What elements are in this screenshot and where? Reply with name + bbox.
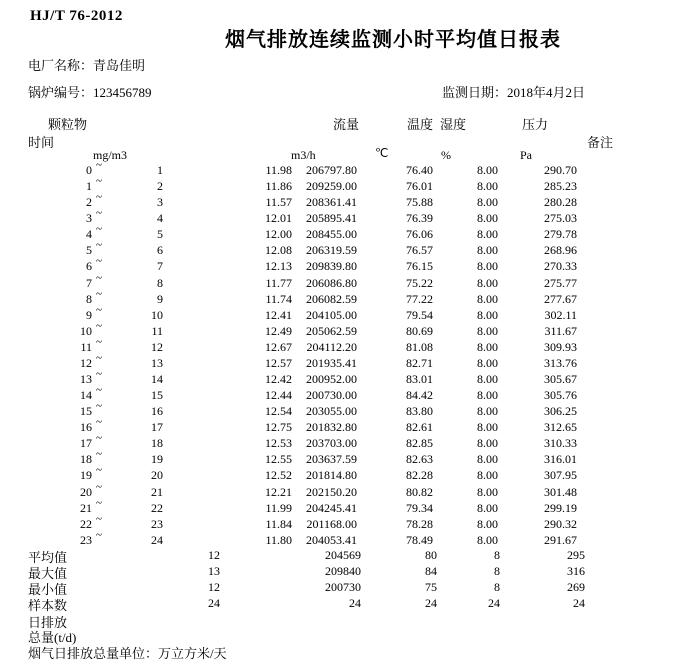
cell-pm: 11.74 — [265, 291, 292, 306]
cell-humidity: 8.00 — [477, 259, 498, 274]
tilde-separator: ~ — [96, 528, 102, 541]
cell-hour-start: 18 — [80, 452, 92, 467]
table-header-pm: 颗粒物 — [48, 117, 88, 132]
cell-temp: 80.69 — [406, 323, 433, 338]
summary-value: 24 — [488, 596, 500, 611]
standard-number: HJ/T 76-2012 — [30, 8, 123, 24]
cell-flow: 201168.00 — [306, 516, 357, 531]
cell-pm: 11.80 — [265, 532, 292, 547]
table-header-pressure: 压力 — [522, 117, 549, 132]
cell-flow: 204053.41 — [306, 532, 357, 547]
tilde-separator: ~ — [96, 191, 102, 204]
cell-temp: 84.42 — [406, 388, 433, 403]
tilde-separator: ~ — [96, 239, 102, 252]
cell-hour-end: 6 — [157, 243, 163, 258]
summary-value: 295 — [567, 548, 585, 562]
summary-row — [0, 563, 684, 582]
cell-hour-end: 12 — [151, 339, 163, 354]
cell-pm: 12.67 — [265, 339, 292, 354]
cell-hour-end: 10 — [151, 307, 163, 322]
summary-value: 24 — [573, 596, 585, 611]
cell-pressure: 290.32 — [544, 516, 577, 531]
cell-hour-end: 14 — [151, 372, 163, 387]
daily-emission-label-line1: 日排放 — [28, 615, 68, 630]
cell-hour-start: 4 — [86, 227, 92, 242]
cell-pressure: 316.01 — [544, 452, 577, 467]
summary-row — [0, 579, 684, 598]
cell-flow: 206082.59 — [306, 291, 357, 306]
tilde-separator: ~ — [96, 432, 102, 445]
cell-temp: 75.22 — [406, 275, 433, 290]
boiler-number-value: 123456789 — [93, 85, 152, 100]
tilde-separator: ~ — [96, 335, 102, 348]
unit-flow: m3/h — [291, 148, 316, 162]
tilde-separator: ~ — [96, 303, 102, 316]
cell-temp: 76.15 — [406, 259, 433, 274]
monitor-date-line — [442, 82, 585, 101]
cell-pm: 12.42 — [265, 372, 292, 387]
table-header-temp: 温度 — [407, 117, 434, 132]
cell-pressure: 277.67 — [544, 291, 577, 306]
cell-pm: 11.99 — [265, 500, 292, 515]
cell-temp: 82.85 — [406, 436, 433, 451]
cell-flow: 204105.00 — [306, 307, 357, 322]
tilde-separator: ~ — [96, 400, 102, 413]
cell-pm: 12.21 — [265, 484, 292, 499]
summary-value: 13 — [208, 564, 220, 579]
summary-value: 84 — [425, 564, 437, 579]
monitor-date-value: 2018年4月2日 — [507, 85, 586, 100]
cell-flow: 204112.20 — [306, 339, 357, 354]
cell-flow: 203055.00 — [306, 404, 357, 419]
cell-hour-start: 10 — [80, 323, 92, 338]
cell-hour-start: 20 — [80, 484, 92, 499]
cell-flow: 209839.80 — [306, 259, 357, 274]
cell-temp: 80.82 — [406, 484, 433, 499]
cell-hour-end: 13 — [151, 355, 163, 370]
cell-hour-start: 8 — [86, 291, 92, 306]
boiler-number-line — [28, 82, 152, 101]
cell-pm: 12.49 — [265, 323, 292, 338]
cell-flow: 206086.80 — [306, 275, 357, 290]
summary-value: 209840 — [325, 564, 361, 579]
cell-hour-start: 5 — [86, 243, 92, 258]
cell-temp: 79.54 — [406, 307, 433, 322]
report-title: 烟气排放连续监测小时平均值日报表 — [225, 29, 561, 51]
cell-hour-end: 5 — [157, 227, 163, 242]
cell-hour-end: 16 — [151, 404, 163, 419]
cell-humidity: 8.00 — [477, 211, 498, 226]
tilde-separator: ~ — [96, 448, 102, 461]
cell-flow: 206319.59 — [306, 243, 357, 258]
cell-flow: 201832.80 — [306, 420, 357, 435]
cell-pm: 12.57 — [265, 355, 292, 370]
cell-hour-end: 17 — [151, 420, 163, 435]
cell-hour-end: 4 — [157, 211, 163, 226]
cell-hour-start: 9 — [86, 307, 92, 322]
cell-hour-end: 11 — [151, 323, 163, 338]
cell-pm: 12.01 — [265, 211, 292, 226]
cell-pressure: 280.28 — [544, 195, 577, 210]
cell-hour-start: 1 — [86, 179, 92, 194]
cell-pressure: 302.11 — [544, 307, 577, 322]
cell-pm: 11.77 — [265, 275, 292, 290]
cell-humidity: 8.00 — [477, 275, 498, 290]
cell-hour-start: 19 — [80, 468, 92, 483]
cell-hour-start: 3 — [86, 211, 92, 226]
cell-pressure: 290.70 — [544, 163, 577, 177]
cell-hour-start: 12 — [80, 355, 92, 370]
cell-hour-end: 7 — [157, 259, 163, 274]
cell-temp: 76.01 — [406, 179, 433, 194]
cell-hour-start: 15 — [80, 404, 92, 419]
cell-flow: 205062.59 — [306, 323, 357, 338]
tilde-separator: ~ — [96, 319, 102, 332]
cell-pressure: 291.67 — [544, 532, 577, 547]
tilde-separator: ~ — [96, 416, 102, 429]
tilde-separator: ~ — [96, 480, 102, 493]
cell-pressure: 311.67 — [544, 323, 577, 338]
tilde-separator: ~ — [96, 512, 102, 525]
cell-pm: 12.08 — [265, 243, 292, 258]
cell-temp: 83.80 — [406, 404, 433, 419]
cell-pressure: 279.78 — [544, 227, 577, 242]
cell-pm: 11.86 — [265, 179, 292, 194]
cell-hour-end: 3 — [157, 195, 163, 210]
cell-flow: 208455.00 — [306, 227, 357, 242]
summary-value: 204569 — [325, 548, 361, 562]
cell-pressure: 313.76 — [544, 355, 577, 370]
cell-pressure: 275.03 — [544, 211, 577, 226]
cell-temp: 76.06 — [406, 227, 433, 242]
data-rows — [0, 159, 684, 549]
summary-value: 8 — [494, 564, 500, 579]
cell-flow: 203703.00 — [306, 436, 357, 451]
cell-flow: 202150.20 — [306, 484, 357, 499]
cell-humidity: 8.00 — [477, 179, 498, 194]
cell-humidity: 8.00 — [477, 452, 498, 467]
cell-hour-start: 21 — [80, 500, 92, 515]
cell-temp: 82.71 — [406, 355, 433, 370]
cell-flow: 200952.00 — [306, 372, 357, 387]
cell-hour-end: 21 — [151, 484, 163, 499]
cell-humidity: 8.00 — [477, 307, 498, 322]
cell-temp: 82.28 — [406, 468, 433, 483]
cell-flow: 201814.80 — [306, 468, 357, 483]
summary-value: 200730 — [325, 580, 361, 595]
cell-pm: 12.44 — [265, 388, 292, 403]
cell-pressure: 305.67 — [544, 372, 577, 387]
cell-flow: 206797.80 — [306, 163, 357, 177]
cell-hour-start: 23 — [80, 532, 92, 547]
tilde-separator: ~ — [96, 175, 102, 188]
daily-emission-label-line2: 总量(t/d) — [28, 630, 77, 645]
cell-pressure: 299.19 — [544, 500, 577, 515]
cell-hour-end: 23 — [151, 516, 163, 531]
cell-hour-start: 13 — [80, 372, 92, 387]
cell-hour-start: 17 — [80, 436, 92, 451]
cell-pressure: 305.76 — [544, 388, 577, 403]
plant-name-value: 青岛佳明 — [93, 58, 146, 73]
unit-temp: ℃ — [375, 146, 389, 160]
tilde-separator: ~ — [96, 351, 102, 364]
cell-humidity: 8.00 — [477, 436, 498, 451]
cell-temp: 76.57 — [406, 243, 433, 258]
cell-hour-end: 18 — [151, 436, 163, 451]
cell-pm: 12.52 — [265, 468, 292, 483]
cell-humidity: 8.00 — [477, 163, 498, 177]
cell-humidity: 8.00 — [477, 323, 498, 338]
unit-pressure: Pa — [520, 148, 532, 162]
cell-hour-start: 7 — [86, 275, 92, 290]
cell-humidity: 8.00 — [477, 339, 498, 354]
tilde-separator: ~ — [96, 159, 102, 171]
cell-temp: 79.34 — [406, 500, 433, 515]
summary-value: 269 — [567, 580, 585, 595]
cell-flow: 201935.41 — [306, 355, 357, 370]
cell-flow: 200730.00 — [306, 388, 357, 403]
tilde-separator: ~ — [96, 287, 102, 300]
cell-humidity: 8.00 — [477, 291, 498, 306]
tilde-separator: ~ — [96, 271, 102, 284]
summary-value: 12 — [208, 580, 220, 595]
monitor-date-label: 监测日期： — [442, 85, 508, 100]
cell-hour-start: 16 — [80, 420, 92, 435]
cell-pm: 12.41 — [265, 307, 292, 322]
cell-pm: 12.75 — [265, 420, 292, 435]
cell-pm: 12.13 — [265, 259, 292, 274]
summary-value: 24 — [425, 596, 437, 611]
cell-hour-end: 1 — [157, 163, 163, 177]
cell-humidity: 8.00 — [477, 500, 498, 515]
cell-temp: 83.01 — [406, 372, 433, 387]
cell-humidity: 8.00 — [477, 468, 498, 483]
table-header-humidity: 湿度 — [440, 117, 467, 132]
cell-pressure: 309.93 — [544, 339, 577, 354]
cell-flow: 205895.41 — [306, 211, 357, 226]
cell-hour-end: 22 — [151, 500, 163, 515]
cell-temp: 76.40 — [406, 163, 433, 177]
cell-pm: 12.00 — [265, 227, 292, 242]
cell-hour-start: 2 — [86, 195, 92, 210]
summary-value: 75 — [425, 580, 437, 595]
cell-temp: 82.61 — [406, 420, 433, 435]
summary-label: 样本数 — [28, 598, 68, 614]
cell-humidity: 8.00 — [477, 195, 498, 210]
cell-pressure: 268.96 — [544, 243, 577, 258]
summary-value: 80 — [425, 548, 437, 562]
tilde-separator: ~ — [96, 464, 102, 477]
cell-pressure: 270.33 — [544, 259, 577, 274]
tilde-separator: ~ — [96, 368, 102, 381]
cell-pressure: 306.25 — [544, 404, 577, 419]
cell-hour-start: 0 — [86, 163, 92, 177]
summary-value: 8 — [494, 580, 500, 595]
cell-hour-start: 6 — [86, 259, 92, 274]
unit-pm: mg/m3 — [93, 148, 128, 162]
cell-humidity: 8.00 — [477, 243, 498, 258]
cell-pm: 11.57 — [265, 195, 292, 210]
tilde-separator: ~ — [96, 496, 102, 509]
summary-value: 12 — [208, 548, 220, 562]
cell-temp: 75.88 — [406, 195, 433, 210]
cell-pressure: 310.33 — [544, 436, 577, 451]
summary-row — [0, 595, 684, 614]
cell-pressure: 312.65 — [544, 420, 577, 435]
tilde-separator: ~ — [96, 384, 102, 397]
cell-humidity: 8.00 — [477, 532, 498, 547]
cell-temp: 77.22 — [406, 291, 433, 306]
cell-hour-start: 11 — [80, 339, 92, 354]
cell-humidity: 8.00 — [477, 420, 498, 435]
summary-value: 316 — [567, 564, 585, 579]
cell-temp: 78.28 — [406, 516, 433, 531]
table-header-remark: 备注 — [587, 135, 614, 150]
summary-label: 最大值 — [28, 566, 68, 582]
cell-flow: 204245.41 — [306, 500, 357, 515]
plant-name-line — [28, 55, 145, 74]
summary-value: 24 — [349, 596, 361, 611]
table-header-flow: 流量 — [333, 117, 360, 132]
cell-humidity: 8.00 — [477, 484, 498, 499]
cell-humidity: 8.00 — [477, 227, 498, 242]
summary-value: 8 — [494, 548, 500, 562]
cell-pressure: 285.23 — [544, 179, 577, 194]
cell-flow: 208361.41 — [306, 195, 357, 210]
cell-humidity: 8.00 — [477, 516, 498, 531]
summary-label: 平均值 — [28, 550, 68, 565]
tilde-separator: ~ — [96, 255, 102, 268]
cell-pressure: 275.77 — [544, 275, 577, 290]
cell-humidity: 8.00 — [477, 404, 498, 419]
cell-temp: 82.63 — [406, 452, 433, 467]
cell-humidity: 8.00 — [477, 372, 498, 387]
plant-name-label: 电厂名称： — [28, 58, 94, 73]
tilde-separator: ~ — [96, 207, 102, 220]
cell-humidity: 8.00 — [477, 355, 498, 370]
boiler-number-label: 锅炉编号： — [28, 85, 94, 100]
cell-pressure: 301.48 — [544, 484, 577, 499]
cell-hour-end: 9 — [157, 291, 163, 306]
cell-pm: 11.84 — [265, 516, 292, 531]
tilde-separator: ~ — [96, 223, 102, 236]
cell-hour-end: 24 — [151, 532, 163, 547]
cell-hour-end: 20 — [151, 468, 163, 483]
cell-temp: 81.08 — [406, 339, 433, 354]
cell-pm: 12.54 — [265, 404, 292, 419]
cell-hour-end: 2 — [157, 179, 163, 194]
unit-humidity: % — [441, 148, 451, 162]
summary-value: 24 — [208, 596, 220, 611]
summary-rows — [0, 547, 684, 614]
table-header-time: 时间 — [28, 135, 55, 150]
cell-pm: 11.98 — [265, 163, 292, 177]
footer-note: 烟气日排放总量单位：万立方米/天 — [28, 646, 227, 661]
cell-flow: 203637.59 — [306, 452, 357, 467]
cell-humidity: 8.00 — [477, 388, 498, 403]
cell-hour-end: 8 — [157, 275, 163, 290]
summary-label: 最小值 — [28, 582, 68, 598]
cell-hour-start: 22 — [80, 516, 92, 531]
cell-temp: 78.49 — [406, 532, 433, 547]
cell-hour-end: 19 — [151, 452, 163, 467]
cell-pm: 12.55 — [265, 452, 292, 467]
cell-hour-start: 14 — [80, 388, 92, 403]
cell-flow: 209259.00 — [306, 179, 357, 194]
summary-row — [0, 547, 684, 563]
cell-pm: 12.53 — [265, 436, 292, 451]
cell-temp: 76.39 — [406, 211, 433, 226]
cell-pressure: 307.95 — [544, 468, 577, 483]
cell-hour-end: 15 — [151, 388, 163, 403]
